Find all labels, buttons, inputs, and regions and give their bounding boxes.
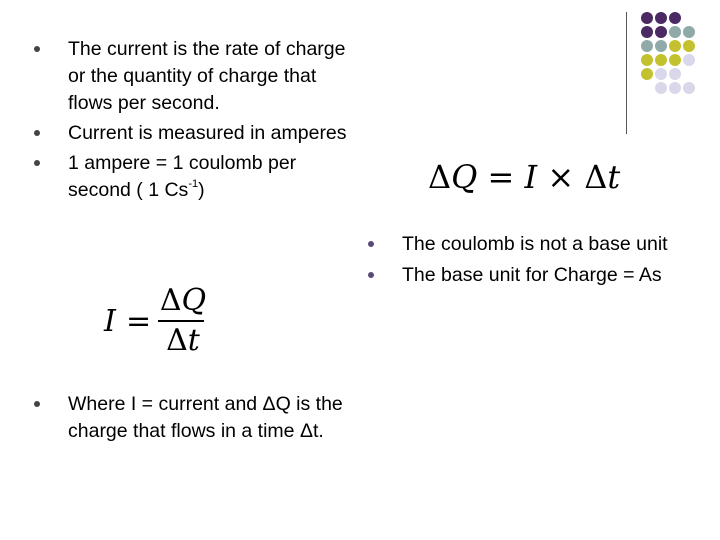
decorative-dot — [683, 40, 695, 52]
formula-var-t: t — [187, 323, 200, 358]
decorative-dot — [641, 68, 653, 80]
decorative-dot — [655, 68, 667, 80]
bullet-dot-icon — [34, 401, 40, 407]
decorative-dot — [669, 68, 681, 80]
decorative-dot — [669, 12, 681, 24]
bullet-coulomb-not-base — [368, 231, 688, 258]
formula-var-i: I — [524, 158, 538, 196]
decorative-dot — [641, 40, 653, 52]
decorative-dot — [641, 54, 653, 66]
delta-symbol: Δ — [159, 283, 182, 318]
bullet-text: The current is the rate of charge or the quantity of charge that flows per second. — [68, 38, 346, 114]
formula-var-i: I — [104, 304, 116, 339]
decorative-dot — [669, 82, 681, 94]
delta-symbol: Δ — [428, 158, 452, 196]
fraction-denominator — [158, 324, 208, 358]
bullet-text: Current is measured in amperes — [68, 122, 347, 144]
decorative-dot — [683, 54, 695, 66]
right-bullet-list — [368, 231, 688, 293]
bullet-dot-icon — [368, 272, 374, 278]
decorative-dot — [641, 12, 653, 24]
decorative-dot — [655, 26, 667, 38]
bullet-base-unit-charge — [368, 262, 688, 289]
bullet-ampere-definition — [34, 150, 354, 204]
decorative-dot — [683, 26, 695, 38]
bullet-text: The coulomb is not a base unit — [402, 233, 668, 255]
bullet-text: 1 ampere = 1 coulomb per second ( 1 Cs — [68, 152, 297, 201]
decorative-dot — [641, 26, 653, 38]
bullet-text: Where I = current and ΔQ is the charge that flows in a time Δt. — [68, 393, 343, 442]
times-sign: × — [537, 158, 585, 196]
formula-var-t: t — [607, 158, 621, 196]
decorative-dot-grid — [640, 12, 720, 122]
fraction-bar — [158, 320, 204, 322]
formula-var-q: Q — [181, 283, 207, 318]
bullet-text: The base unit for Charge = As — [402, 264, 662, 286]
equals-sign: = — [477, 158, 525, 196]
left-bullet-list — [34, 36, 354, 207]
bullet-dot-icon — [368, 241, 374, 247]
decorative-dot — [683, 82, 695, 94]
bullet-where-definition — [34, 391, 354, 445]
bottom-bullet-list — [34, 391, 354, 445]
bullet-text-tail: ) — [198, 179, 205, 201]
equals-sign: = — [126, 304, 152, 339]
decorative-dot — [655, 54, 667, 66]
decorative-dot — [655, 82, 667, 94]
decorative-dot — [655, 12, 667, 24]
fraction — [158, 284, 208, 358]
decorative-divider-line — [626, 12, 627, 134]
bullet-current-units — [34, 120, 354, 147]
bullet-dot-icon — [34, 130, 40, 136]
delta-symbol: Δ — [166, 323, 188, 358]
bullet-current-definition — [34, 36, 354, 117]
formula-var-q: Q — [451, 158, 478, 196]
fraction-numerator — [158, 284, 208, 318]
superscript: -1 — [188, 177, 199, 190]
bullet-dot-icon — [34, 160, 40, 166]
decorative-dot — [669, 54, 681, 66]
decorative-dot — [669, 40, 681, 52]
bullet-dot-icon — [34, 46, 40, 52]
decorative-dot — [669, 26, 681, 38]
delta-symbol: Δ — [584, 158, 608, 196]
decorative-dot — [655, 40, 667, 52]
formula-charge — [428, 158, 620, 196]
